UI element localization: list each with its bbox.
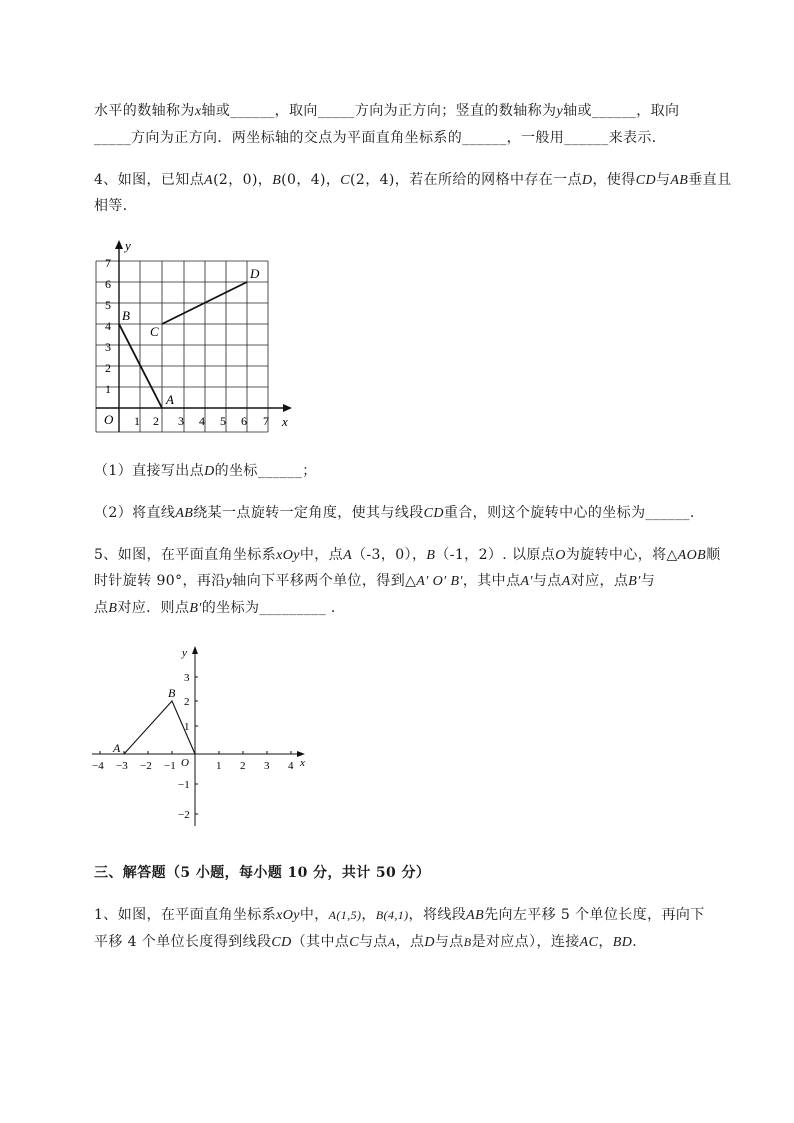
y-tick: 6 (105, 277, 111, 291)
x-tick: 2 (240, 760, 246, 772)
point-label-B: B (122, 308, 130, 323)
section-3-heading: 三、解答题（5 小题，每小题 10 分，共计 50 分） (94, 865, 431, 881)
x-tick-labels (92, 760, 294, 772)
q4-grid-figure (88, 236, 308, 436)
y-tick: −1 (178, 779, 190, 791)
y-axis-label: y (125, 238, 131, 253)
y-tick-labels (178, 672, 190, 821)
x-tick: 6 (241, 414, 247, 428)
y-tick: 3 (184, 672, 190, 684)
axes (92, 650, 300, 826)
x-tick: 4 (199, 414, 205, 428)
x-axis-label: x (282, 414, 288, 429)
point-label-B: B (168, 686, 176, 700)
y-axis-arrow-icon (115, 240, 123, 249)
x-tick: 5 (220, 414, 226, 428)
q4-sub-1: （1）直接写出点D的坐标______； (94, 463, 317, 479)
x-tick: 3 (264, 760, 270, 772)
x-tick: −4 (92, 760, 104, 772)
x-tick: −2 (140, 760, 152, 772)
q5-triangle-figure (88, 642, 318, 832)
origin-label: O (181, 757, 189, 769)
y-tick: 2 (184, 696, 190, 708)
y-axis-arrow-icon (192, 646, 198, 654)
y-tick: 7 (105, 256, 111, 270)
y-tick-labels (105, 256, 111, 396)
x-axis-label: x (300, 757, 305, 769)
q3-1-line-2: 平移 4 个单位长度得到线段CD（其中点C与点A，点D与点B是对应点），连接AC，BD. (94, 934, 638, 950)
q5-line-2: 时针旋转 90°，再沿y轴向下平移两个单位，得到△A′ O′ B′，其中点A′与点A对应，点B′与 (94, 573, 656, 589)
q5-line-3: 点B对应．则点B′的坐标为_________ . (94, 600, 336, 616)
q3-1-line-1: 1、如图，在平面直角坐标系xOy中，A(1,5)，B(4,1)，将线段AB先向左平移 5 个单位长度，再向下 (94, 907, 705, 923)
y-axis-label: y (182, 647, 187, 659)
y-tick: 2 (105, 361, 111, 375)
point-label-A: A (113, 741, 121, 755)
q4-stem-line-1: 4、如图，已知点A(2，0)，B(0，4)，C(2，4)，若在所给的网格中存在一点D，使得CD与AB垂直且 (94, 172, 732, 188)
x-tick: 7 (263, 414, 269, 428)
x-axis-arrow-icon (283, 404, 292, 412)
point-label-A: A (166, 392, 174, 407)
x-tick: 3 (178, 414, 184, 428)
q3-line-2: _____方向为正方向．两坐标轴的交点为平面直角坐标系的______，一般用______来表示． (94, 130, 667, 146)
y-tick: 3 (105, 340, 111, 354)
x-tick: 1 (216, 760, 222, 772)
x-tick: 2 (153, 414, 159, 428)
x-tick-labels (134, 414, 269, 428)
q3-line-1: 水平的数轴称为x轴或______，取向_____方向为正方向；竖直的数轴称为y轴或______，取向 (94, 103, 680, 119)
q5-line-1: 5、如图，在平面直角坐标系xOy中，点A（-3，0），B（-1，2）. 以原点O为旋转中心，将△AOB顺 (94, 547, 721, 563)
y-tick: 1 (184, 721, 190, 733)
x-tick: −1 (164, 760, 176, 772)
q4-stem-line-2: 相等． (94, 198, 138, 214)
x-tick: 4 (288, 760, 294, 772)
y-tick: −2 (178, 809, 190, 821)
x-tick: −3 (116, 760, 128, 772)
point-label-C: C (150, 324, 159, 339)
origin-label: O (104, 412, 114, 427)
y-tick: 1 (105, 382, 111, 396)
x-tick: 1 (134, 414, 140, 428)
grid-lines (96, 261, 268, 432)
y-tick: 5 (105, 298, 111, 312)
y-tick: 4 (105, 319, 111, 333)
point-label-D: D (250, 266, 260, 281)
q4-sub-2: （2）将直线AB绕某一点旋转一定角度，使其与线段CD重合，则这个旋转中心的坐标为______. (94, 505, 695, 521)
